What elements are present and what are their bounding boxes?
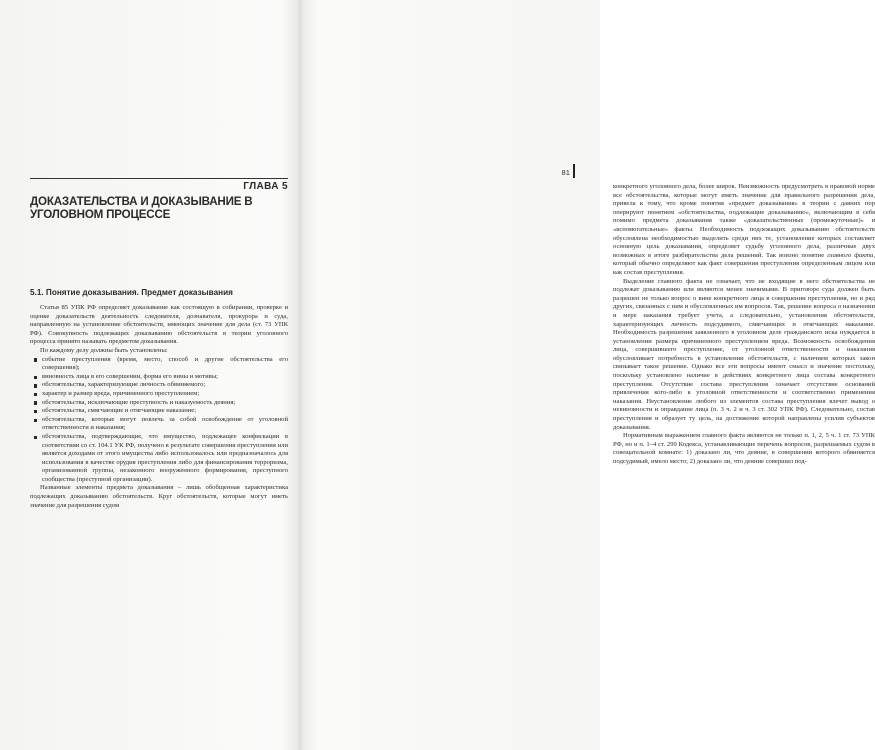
paragraph-continued	[613, 183, 875, 278]
list-lead: По каждому делу должны быть установлены:	[40, 346, 168, 354]
list-item: обстоятельства, характеризующие личность обвиняемого;	[30, 381, 288, 390]
right-body-text	[613, 183, 875, 467]
left-body-text	[30, 304, 288, 510]
list-item: обстоятельства, подтверждающие, что имущество, подлежащее конфискации в соответствии со ст. 104.1 УК РФ, получено в результате совершения преступления или является доходами от этого имущества либо использовалось или предназначалось для использования в качестве орудия преступления либо для финансирования терроризма, организованной группы, незаконного вооруженного формирования, преступного сообщества (преступной организации).	[30, 433, 288, 485]
list-item: обстоятельства, которые могут повлечь за собой освобождение от уголовной ответственности и наказания;	[30, 416, 288, 433]
paragraph: Нормативным выражением главного факта являются не только п. 1, 2, 5 ч. 1 ст. 73 УПК РФ, но и п. 1–4 ст. 299 Кодекса, устанавливающие перечень вопросов, разрешаемых судом в совещательной комнате: 1) доказано ли, что деяние, в совершении которого обвиняется подсудимый, имело место; 2) доказано ли, что деяние совершил под-	[613, 432, 875, 465]
list-item: обстоятельства, смягчающие и отягчающие наказание;	[30, 407, 288, 416]
list-item: обстоятельства, исключающие преступность и наказуемость деяния;	[30, 399, 288, 408]
intro-paragraph: Статья 85 УПК РФ определяет доказывание как состоящую в собирании, проверке и оценке доказательств деятельность следователя, дознавателя, прокурора и суда, направленную на установление обстоятельств, имеющих значение для дела (ст. 73 УПК РФ). Совокупность подлежащих доказыванию обстоятельств в теории уголовного процесса принято называть предметом доказывания.	[30, 304, 288, 346]
list-item: виновность лица в его совершении, форма его вины и мотивы;	[30, 373, 288, 382]
section-title: 5.1. Понятие доказывания. Предмет доказывания	[30, 288, 233, 297]
list-item: событие преступления (время, место, способ и другие обстоятельства его совершения);	[30, 356, 288, 373]
closing-paragraph: Названные элементы предмета доказывания – лишь обобщенная характеристика подлежащих доказыванию обстоятельств. Круг обстоятельств, которые могут иметь значение для разрешения судом	[30, 484, 288, 509]
page-number: 81	[561, 168, 570, 177]
chapter-rule	[30, 178, 288, 179]
page-number-marker	[573, 164, 575, 178]
chapter-label: ГЛАВА 5	[243, 181, 288, 192]
paragraph-text: конкретного уголовного дела, более широк. Неизможность предусмотреть в правовой норме все обстоятельства, которые могут иметь значение для правильного разрешения дела, привела к тому, что кроме понятия «предмет доказывания» в теории с давних пор оперируют понятием «обстоятельства, подлежащие доказыванию», включающим в себя помимо предмета доказывания также «доказательственные (промежуточные)» и «вспомогательные» факты. Необходимость подлежащих доказыванию обстоятельств обусловлена необходимостью выделить среди них те, установление которых составляет основную цель доказывания, определяет судьбу уголовного дела, различные двух возможных в итоге разбирательства дела решений. Так воизно понятие	[613, 183, 875, 259]
paragraph: Выделение главного факта не означает, что не входящие в него обстоятельства не подлежат доказыванию или являются менее значимыми. В приговоре суда должен быть разрешен не только вопрос о вине конкретного лица в совершении преступления, но и ряд других, связанных с ним и обусловленных им вопросов. Так, решение вопроса о назначении и мере наказания требует учета, а следовательно, установления обстоятельств, характеризующих личность подсудимого, смягчающих и отягчающих наказание. Необходимость разрешения заявленного в уголовном деле гражданского иска нуждается в установлении размера причиненного преступлением вреда. Возможность освобождения лица, совершившего преступление, от уголовной ответственности и наказания обусловливает потребность в установлении обстоятельств, с наличием которых закон связывает такое решение. Однако все эти вопросы имеют смысл и значение постольку, поскольку установлено наличие в действиях конкретного лица состава конкретного преступления. Отсутствие состава преступления означает отсутствие оснований привлечения кого-либо к уголовной ответственности и соответственно применения наказания. Неустановление любого из элементов состава преступления влечет вывод о невиновности и оправдание лица (п. 3 ч. 2 и ч. 3 ст. 302 УПК РФ). Следовательно, состав преступления и образует ту цель, на достижение которой направлены усилия субъектов доказывания.	[613, 277, 875, 431]
main-fact-term: главного факта	[827, 251, 874, 259]
chapter-heading	[30, 178, 288, 221]
chapter-title: ДОКАЗАТЕЛЬСТВА И ДОКАЗЫВАНИЕ В УГОЛОВНОМ ПРОЦЕССЕ	[30, 195, 253, 221]
circumstances-list	[30, 356, 288, 485]
paragraph-text: , который обычно определяют как факт совершения преступления определенным лицом или как состав преступления.	[613, 251, 875, 276]
left-page	[0, 0, 300, 750]
right-page	[300, 0, 875, 750]
list-item: характер и размер вреда, причиненного преступлением;	[30, 390, 288, 399]
